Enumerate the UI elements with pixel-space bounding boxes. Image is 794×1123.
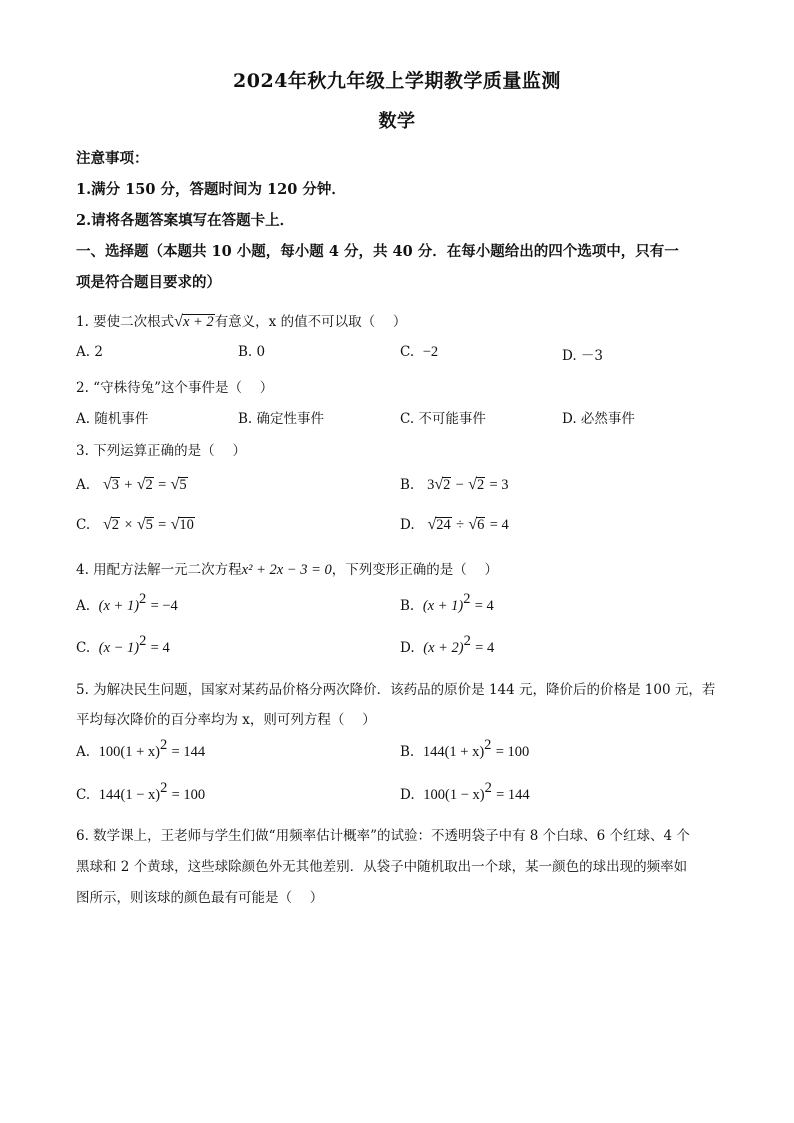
radical-sign: √ (434, 476, 444, 493)
question-6-line-1: 6. 数学课上，王老师与学生们做“用频率估计概率”的试验：不透明袋子中有 8 个白球、6 个红球、4 个 (76, 828, 690, 844)
radical-sign: √ (468, 476, 477, 493)
question-1-stem-end: 有意义，x 的值不可以取（ ） (214, 314, 407, 330)
question-5-option-c: C. $144(1 - x)^2 = 100$ (76, 780, 206, 803)
question-4-equation: x² + 2x − 3 = 0 (241, 562, 332, 578)
question-5-option-b: B. $144(1 + x)^2 = 100$ (400, 737, 530, 760)
option-label: A. (76, 477, 91, 493)
note-item-1: 1.满分 150 分，答题时间为 120 分钟． (76, 181, 346, 198)
question-5-option-d: D. $100(1 - x)^2 = 144$ (400, 780, 530, 803)
radical-sign: √ (170, 476, 180, 493)
option-value: −2 (422, 344, 439, 360)
radical-sign: √ (103, 516, 112, 533)
section-heading-line-1: 一、选择题（本题共 10 小题，每小题 4 分，共 40 分．在每小题给出的四个选项中，只有一 (76, 243, 679, 260)
notes-heading: 注意事项： (76, 150, 149, 167)
question-5-option-a: A. $100(1 + x)^2 = 144$ (76, 737, 206, 760)
section-heading-line-2: 项是符合题目要求的） (76, 274, 221, 291)
option-label: C. (76, 517, 91, 533)
question-3-option-d: D. √24 ÷ √6 = 4 (400, 516, 509, 533)
question-2-option-c: C. 不可能事件 (400, 411, 486, 427)
radical-sign: √ (136, 516, 146, 533)
option-label: D. (400, 517, 415, 533)
question-1-option-d: D. －3 (562, 348, 604, 364)
question-4-option-c: C. $(x - 1)^2 = 4$ (76, 633, 170, 656)
question-4-stem: 4. 用配方法解一元二次方程x² + 2x − 3 = 0，下列变形正确的是（ ） (76, 562, 499, 578)
question-5-line-2: 平均每次降价的百分率均为 x，则可列方程（ ） (76, 712, 376, 728)
question-2-option-b: B. 确定性事件 (238, 411, 325, 427)
question-4-option-a: A. $(x + 1)^2 = -4$ (76, 591, 178, 614)
radical-sign: √ (468, 516, 478, 533)
radical-sign: √ (136, 476, 146, 493)
question-2-option-a: A. 随机事件 (76, 411, 149, 427)
question-5-line-1: 5. 为解决民生问题，国家对某药品价格分两次降价．该药品的原价是 144 元，降价后的价格是 100 元，若 (76, 682, 716, 698)
radical-sign: √ (174, 313, 183, 330)
question-1-option-a: A. 2 (76, 344, 103, 360)
radical-sign: √ (170, 516, 180, 533)
question-2-option-d: D. 必然事件 (562, 411, 635, 427)
question-6-line-2: 黑球和 2 个黄球，这些球除颜色外无其他差别．从袋子中随机取出一个球，某一颜色的球出现的频率如 (76, 859, 688, 875)
question-1-radicand: x + 2 (182, 314, 214, 330)
option-label: B. (400, 477, 415, 493)
question-1-option-b: B. 0 (238, 344, 266, 360)
option-label: C. (400, 344, 415, 360)
question-4-option-b: B. $(x + 1)^2 = 4$ (400, 591, 494, 614)
question-3-option-c: C. √2 × √5 = √10 (76, 516, 194, 533)
question-1-stem (76, 310, 406, 331)
radical-sign: √ (102, 476, 112, 493)
question-1-stem-start: 1. 要使二次根式 (76, 314, 175, 330)
exam-title: 2024年秋九年级上学期教学质量监测 (233, 70, 561, 92)
question-1-option-c (400, 344, 438, 361)
question-6-line-3: 图所示，则该球的颜色最有可能是（ ） (76, 890, 324, 906)
question-4-option-d: D. $(x + 2)^2 = 4$ (400, 633, 495, 656)
question-2-stem: 2. “守株待兔”这个事件是（ ） (76, 380, 274, 396)
question-3-option-b: B. 3√2 − √2 = 3 (400, 476, 509, 493)
radical-sign: √ (427, 516, 437, 533)
question-3-option-a: A. √3 + √2 = √5 (76, 476, 187, 493)
note-item-2: 2.请将各题答案填写在答题卡上． (76, 212, 295, 229)
question-3-stem: 3. 下列运算正确的是（ ） (76, 443, 246, 459)
subject-title: 数学 (378, 111, 416, 132)
